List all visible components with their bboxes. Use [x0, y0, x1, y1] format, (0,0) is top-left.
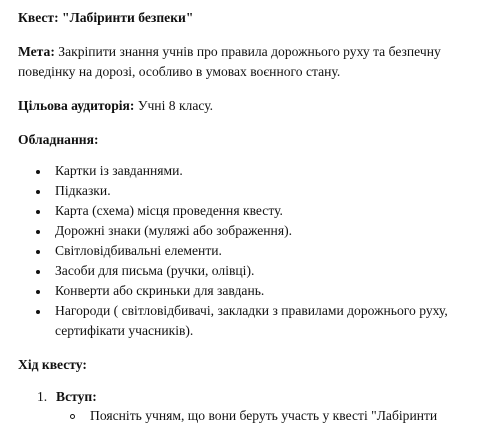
circle-bullet-icon — [70, 414, 75, 419]
quest-title-label: Квест: — [18, 10, 59, 25]
progress-heading: Хід квесту: — [18, 357, 87, 372]
bullet-icon — [36, 290, 40, 294]
quest-title-value: "Лабіринти безпеки" — [62, 10, 194, 25]
bullet-icon — [36, 310, 40, 314]
equipment-item: Карта (схема) місця проведення квесту. — [55, 203, 283, 218]
bullet-icon — [36, 210, 40, 214]
equipment-heading: Обладнання: — [18, 132, 99, 147]
goal-text-1: Закріпити знання учнів про правила дорожнього руху та безпечну — [58, 44, 441, 59]
equipment-item: Підказки. — [55, 183, 111, 198]
equipment-item-awards-line-2: сертифікати учасників). — [55, 323, 194, 338]
quest-title — [18, 8, 193, 28]
audience-value: Учні 8 класу. — [137, 98, 214, 113]
bullet-icon — [36, 250, 40, 254]
audience — [18, 96, 213, 116]
goal-line-2 — [18, 62, 340, 82]
equipment-item: Конверти або скриньки для завдань. — [55, 283, 265, 298]
equipment-item: Засоби для письма (ручки, олівці). — [55, 263, 255, 278]
equipment-item: Дорожні знаки (муляжі або зображення). — [55, 223, 293, 238]
bullet-icon — [36, 270, 40, 274]
equipment-item-awards-line-1: Нагороди ( світловідбивачі, закладки з правилами дорожнього руху, — [55, 303, 448, 318]
equipment-item: Картки із завданнями. — [55, 163, 183, 178]
bullet-icon — [36, 230, 40, 234]
audience-label: Цільова аудиторія: — [18, 98, 135, 113]
bullet-icon — [36, 190, 40, 194]
step-number: 1. — [37, 389, 48, 404]
goal-text-2: поведінку на дорозі, особливо в умовах воєнного стану. — [18, 64, 341, 79]
goal-line-1 — [18, 42, 441, 62]
bullet-icon — [36, 170, 40, 174]
step-sub-item: Поясніть учням, що вони беруть участь у квесті "Лабіринти — [90, 408, 438, 423]
equipment-item: Світловідбивальні елементи. — [55, 243, 222, 258]
step-label: Вступ: — [56, 389, 97, 404]
goal-label: Мета: — [18, 44, 55, 59]
